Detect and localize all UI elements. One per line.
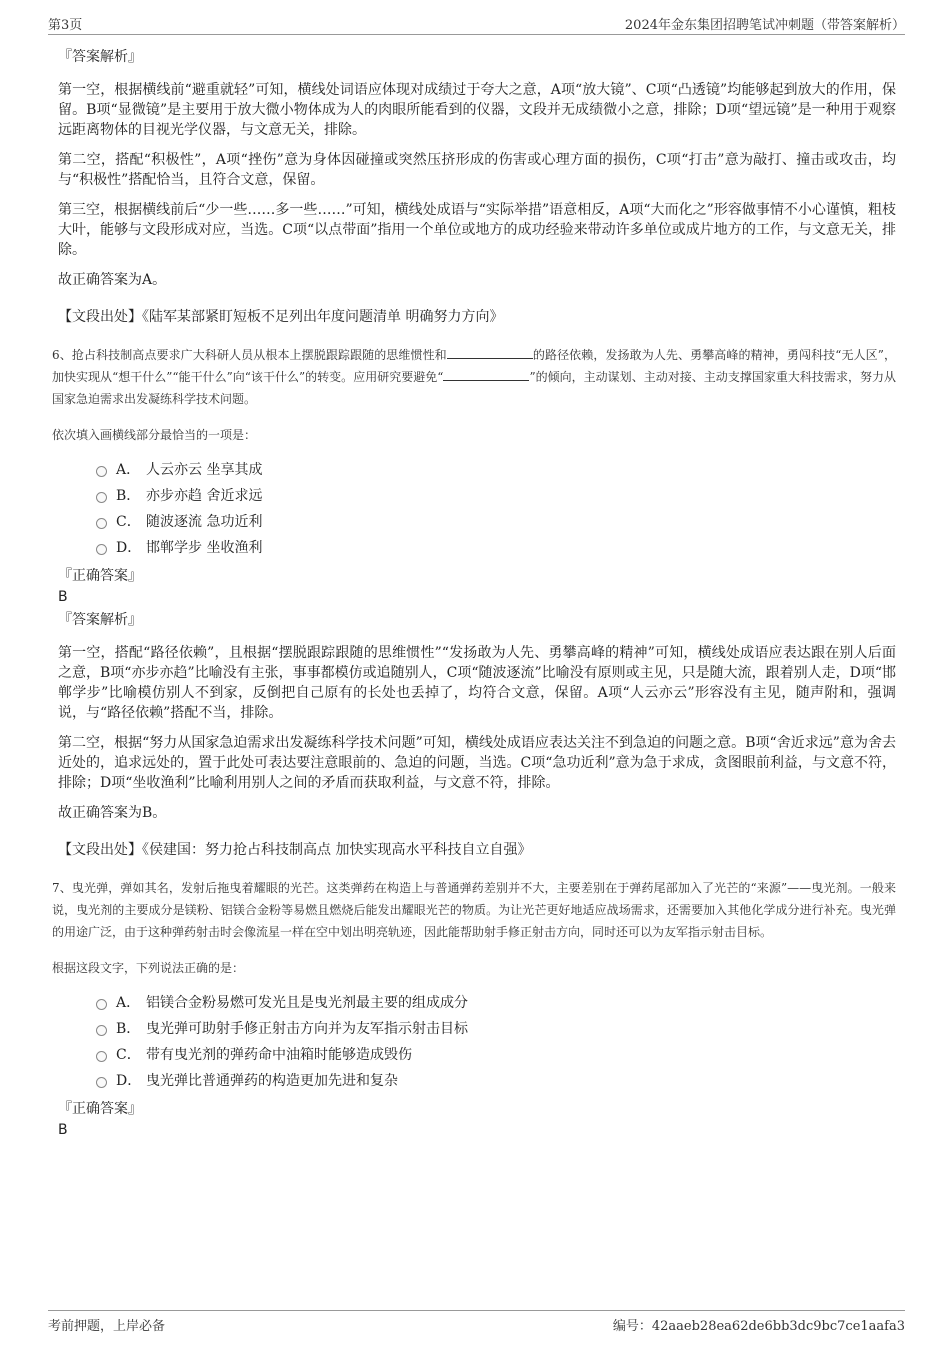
fill-blank xyxy=(443,368,529,381)
analysis-paragraph: 第二空，根据“努力从国家急迫需求出发凝练科学技术问题”可知，横线处成语应表达关注不到急迫的问题之意。B项“舍近求远”意为舍去近处的，追求远处的，置于此处可表达要注意眼前的、急迫的问题，当选。C项“急功近利”意为急于求成，贪图眼前利益，与文意不符，排除；D项“坐收渔利”比喻利用别人之间的矛盾而获取利益，与文意不符，排除。 xyxy=(58,735,896,791)
option-letter: A． xyxy=(116,462,141,478)
correct-answer-label: 『正确答案』 xyxy=(58,1101,142,1117)
question-7 xyxy=(52,877,896,1140)
footer-slogan: 考前押题，上岸必备 xyxy=(48,1319,166,1334)
conclusion-text: 故正确答案为A。 xyxy=(58,272,167,288)
q5-analysis-section xyxy=(56,46,896,326)
stem-part: ”的倾向，主动谋划、主动对接、主动支撑国家重大科技需求，努力从国家急迫需求出发凝练科学技术问题。 xyxy=(52,370,896,406)
question-prompt: 依次填入画横线部分最恰当的一项是： xyxy=(52,428,257,442)
option-letter: D． xyxy=(116,1073,142,1089)
stem-part: 的路径依赖，发扬敢为人先、勇攀高峰的精神，勇闯科技“无人区”，加快实现从“想干什么”“能干什么”向“该干什么”的转变。应用研究要避免“ xyxy=(52,348,896,384)
option-text: 邯郸学步 坐收渔利 xyxy=(146,540,263,556)
analysis-paragraph: 第三空，根据横线前后“少一些……多一些……”可知，横线处成语与“实际举措”语意相反，A项“大而化之”形容做事情不小心谨慎，粗枝大叶，能够与文段形成对应，当选。C项“以点带面”指用一个单位或地方的成功经验来带动许多单位或成片地方的工作，与文意无关，排除。 xyxy=(58,202,896,258)
option-a[interactable] xyxy=(96,990,896,1016)
option-text: 随波逐流 急功近利 xyxy=(146,514,263,530)
question-6 xyxy=(52,344,897,859)
radio-icon[interactable] xyxy=(96,466,107,477)
option-text: 人云亦云 坐享其成 xyxy=(146,462,263,478)
option-b[interactable] xyxy=(96,483,896,509)
document-serial: 编号：42aaeb28ea62de6bb3dc9bc7ce1aafa3 xyxy=(612,1319,905,1334)
page-footer xyxy=(48,1310,905,1333)
option-letter: B． xyxy=(116,488,141,504)
document-title: 2024年金东集团招聘笔试冲刺题（带答案解析） xyxy=(624,18,905,33)
conclusion-text: 故正确答案为B。 xyxy=(58,805,167,821)
source-citation: 【文段出处】《侯建国：努力抢占科技制高点 加快实现高水平科技自立自强》 xyxy=(58,842,532,858)
radio-icon[interactable] xyxy=(96,999,107,1010)
option-letter: B． xyxy=(116,1021,141,1037)
option-c[interactable] xyxy=(96,1042,896,1068)
source-citation: 【文段出处】《陆军某部紧盯短板不足列出年度问题清单 明确努力方向》 xyxy=(58,309,504,325)
stem-part: 6、抢占科技制高点要求广大科研人员从根本上摆脱跟踪跟随的思维惯性和 xyxy=(52,348,447,362)
analysis-paragraph: 第一空，根据横线前“避重就轻”可知，横线处词语应体现对成绩过于夸大之意，A项“放大镜”、C项“凸透镜”均能够起到放大的作用，保留。B项“显微镜”是主要用于放大微小物体成为人的肉眼所能看到的仪器，文段并无成绩微小之意，排除；D项“望远镜”是一种用于观察远距离物体的目视光学仪器，与文意无关，排除。 xyxy=(58,82,896,138)
option-a[interactable] xyxy=(96,457,896,483)
option-text: 带有曳光剂的弹药命中油箱时能够造成毁伤 xyxy=(146,1047,412,1063)
radio-icon[interactable] xyxy=(96,1077,107,1088)
option-letter: C． xyxy=(116,1047,141,1063)
page-content xyxy=(52,44,897,1140)
option-text: 曳光弹可助射手修正射击方向并为友军指示射击目标 xyxy=(146,1021,468,1037)
radio-icon[interactable] xyxy=(96,544,107,555)
option-letter: A． xyxy=(116,995,141,1011)
correct-answer-label: 『正确答案』 xyxy=(58,568,142,584)
radio-icon[interactable] xyxy=(96,1025,107,1036)
option-text: 曳光弹比普通弹药的构造更加先进和复杂 xyxy=(146,1073,398,1089)
page-header xyxy=(48,12,905,35)
correct-answer: B xyxy=(58,1122,68,1138)
fill-blank xyxy=(447,346,533,359)
question-stem xyxy=(52,344,896,410)
option-letter: C． xyxy=(116,514,141,530)
option-text: 亦步亦趋 舍近求远 xyxy=(146,488,263,504)
radio-icon[interactable] xyxy=(96,492,107,503)
analysis-paragraph: 第二空，搭配“积极性”，A项“挫伤”意为身体因碰撞或突然压挤形成的伤害或心理方面的损伤，C项“打击”意为敲打、撞击或攻击，均与“积极性”搭配恰当，且符合文意，保留。 xyxy=(58,152,896,188)
option-text: 铝镁合金粉易燃可发光且是曳光剂最主要的组成成分 xyxy=(146,995,468,1011)
analysis-paragraph: 第一空，搭配“路径依赖”，且根据“摆脱跟踪跟随的思维惯性”“发扬敢为人先、勇攀高峰的精神”可知，横线处成语应表达跟在别人后面之意，B项“亦步亦趋”比喻没有主张，事事都模仿或追随别人，C项“随波逐流”比喻没有原则或主见，只是随大流，跟着别人走，D项“邯郸学步”比喻模仿别人不到家，反倒把自己原有的长处也丢掉了，均符合文意，保留。A项“人云亦云”形容没有主见，随声附和，强调说，与“路径依赖”搭配不当，排除。 xyxy=(58,645,897,721)
option-letter: D． xyxy=(116,540,142,556)
option-b[interactable] xyxy=(96,1016,896,1042)
analysis-label: 『答案解析』 xyxy=(58,49,142,65)
option-d[interactable] xyxy=(96,1068,896,1094)
radio-icon[interactable] xyxy=(96,518,107,529)
correct-answer: B xyxy=(58,589,68,605)
analysis-label: 『答案解析』 xyxy=(58,612,142,628)
option-c[interactable] xyxy=(96,509,896,535)
radio-icon[interactable] xyxy=(96,1051,107,1062)
question-prompt: 根据这段文字，下列说法正确的是： xyxy=(52,961,245,975)
option-d[interactable] xyxy=(96,535,896,561)
page-number: 第3页 xyxy=(48,18,83,33)
question-stem: 7、曳光弹，弹如其名，发射后拖曳着耀眼的光芒。这类弹药在构造上与普通弹药差别并不大，主要差别在于弹药尾部加入了光芒的“来源”——曳光剂。一般来说，曳光剂的主要成分是镁粉、铝镁合金粉等易燃且燃烧后能发出耀眼光芒的物质。为让光芒更好地适应战场需求，还需要加入其他化学成分进行补充。曳光弹的用途广泛，由于这种弹药射击时会像流星一样在空中划出明亮轨迹，因此能帮助射手修正射击方向，同时还可以为友军指示射击目标。 xyxy=(52,881,896,939)
